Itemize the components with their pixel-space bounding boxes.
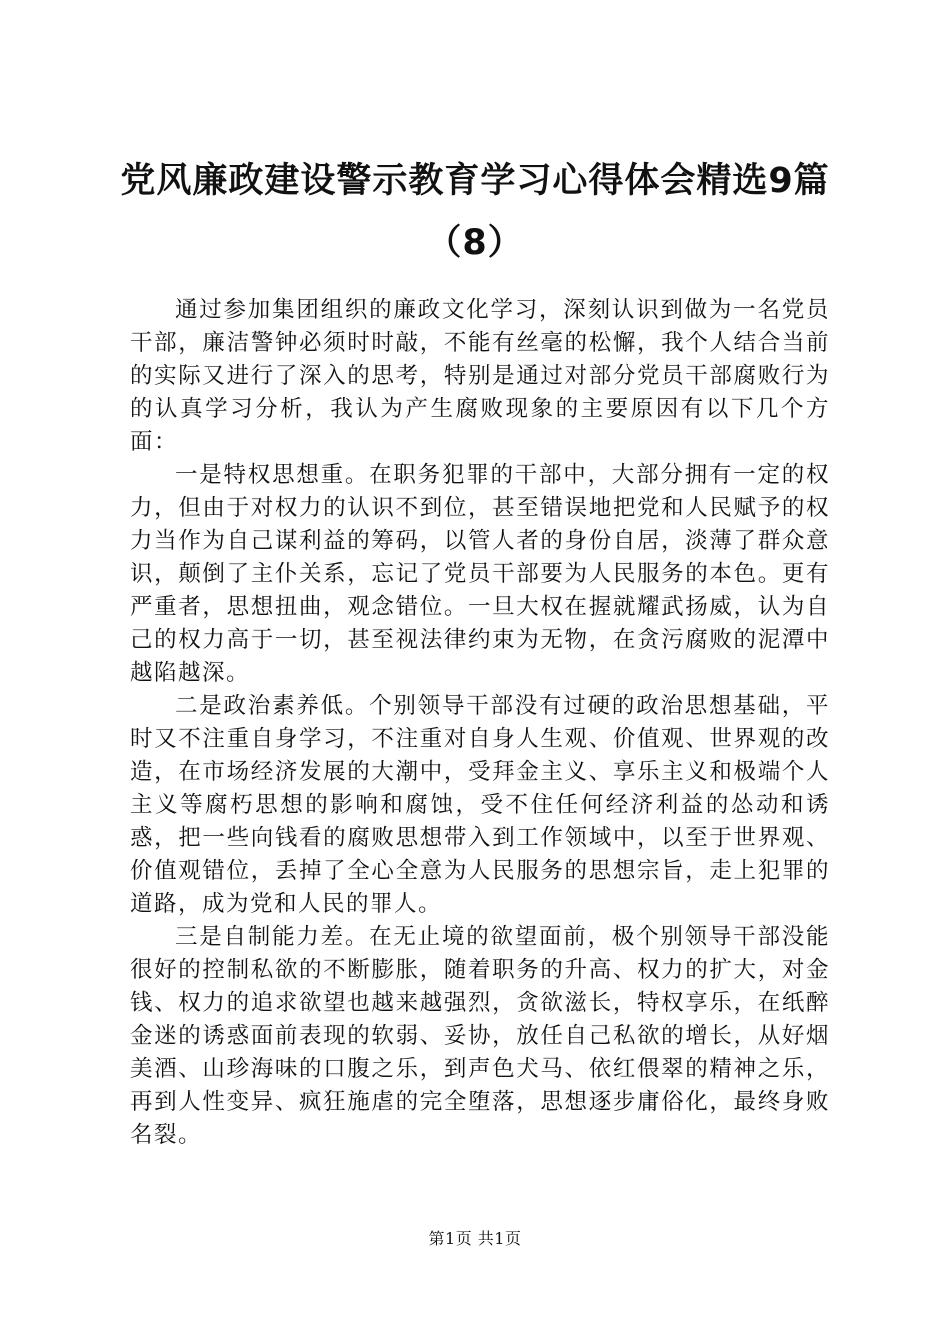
paragraph-intro: 通过参加集团组织的廉政文化学习，深刻认识到做为一名党员干部，廉洁警钟必须时时敲，不能有丝毫的松懈，我个人结合当前的实际又进行了深入的思考，特别是通过对部分党员干部腐败行为的认真学习分析，我认为产生腐败现象的主要原因有以下几个方面： (130, 297, 830, 455)
document-title-subtitle: （8） (426, 223, 524, 263)
document-body (130, 294, 830, 1152)
paragraph-point-one: 一是特权思想重。在职务犯罪的干部中，大部分拥有一定的权力，但由于对权力的认识不到位，甚至错误地把党和人民赋予的权力当作为自己谋利益的筹码，以管人者的身份自居，淡薄了群众意识，颠倒了主仆关系，忘记了党员干部要为人民服务的本色。更有严重者，思想扭曲，观念错位。一旦大权在握就耀武扬威，认为自己的权力高于一切，甚至视法律约束为无物，在贪污腐败的泥潭中越陷越深。 (130, 462, 830, 686)
paragraph-point-two: 二是政治素养低。个别领导干部没有过硬的政治思想基础，平时又不注重自身学习，不注重对自身人生观、价值观、世界观的改造，在市场经济发展的大潮中，受拜金主义、享乐主义和极端个人主义等腐朽思想的影响和腐蚀，受不住任何经济利益的怂动和诱惑，把一些向钱看的腐败思想带入到工作领域中，以至于世界观、价值观错位，丢掉了全心全意为人民服务的思想宗旨，走上犯罪的道路，成为党和人民的罪人。 (130, 693, 830, 917)
document-title: 党风廉政建设警示教育学习心得体会精选9篇 (120, 161, 830, 201)
paragraph-point-three: 三是自制能力差。在无止境的欲望面前，极个别领导干部没能很好的控制私欲的不断膨胀，随着职务的升高、权力的扩大，对金钱、权力的追求欲望也越来越强烈，贪欲滋长，特权享乐，在纸醉金迷的诱惑面前表现的软弱、妥协，放任自己私欲的增长，从好烟美酒、山珍海味的口腹之乐，到声色犬马、依红偎翠的精神之乐，再到人性变异、疯狂施虐的完全堕落，思想逐步庸俗化，最终身败名裂。 (130, 924, 830, 1148)
page-footer: 第1页 共1页 (428, 1229, 522, 1248)
